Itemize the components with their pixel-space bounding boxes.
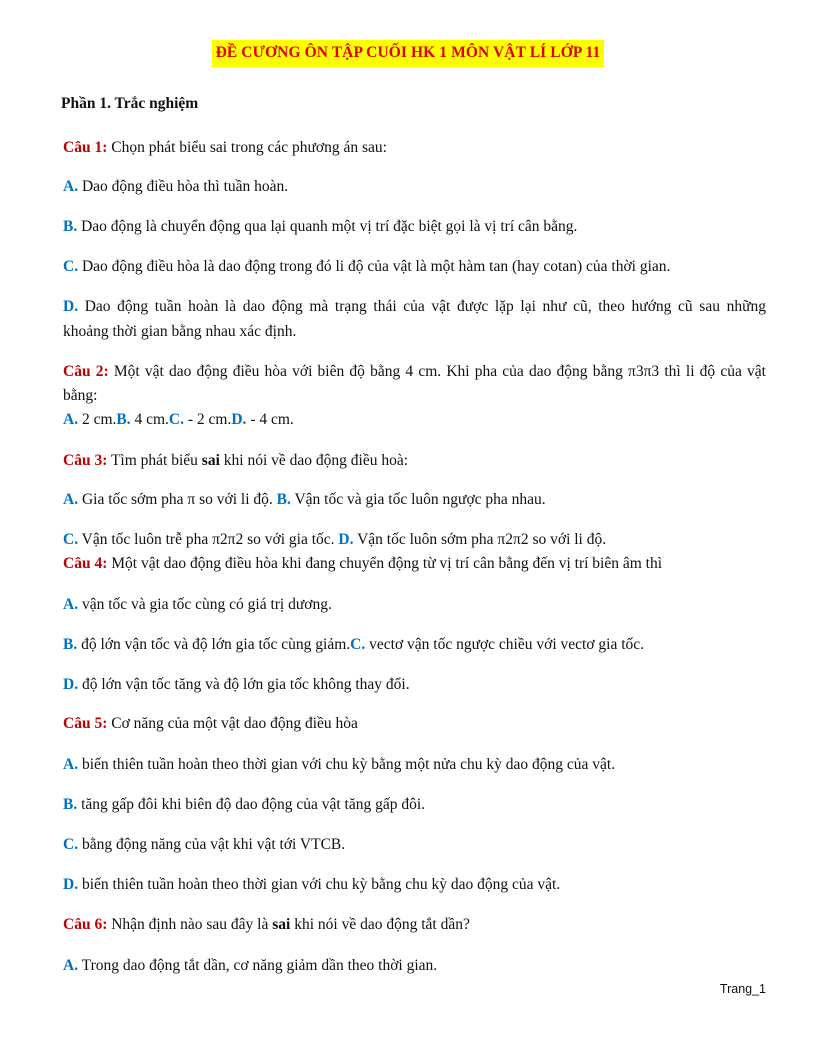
- title-container: [0, 40, 816, 67]
- question-6: [63, 916, 766, 934]
- question-5-option-b: [63, 796, 766, 814]
- option-text: biến thiên tuần hoàn theo thời gian với chu kỳ bằng chu kỳ dao động của vật.: [78, 876, 561, 893]
- question-4-option-d: [63, 676, 766, 694]
- option-label: C.: [63, 836, 79, 853]
- question-3: [63, 452, 766, 470]
- option-label: D.: [63, 876, 79, 893]
- option-text: vận tốc và gia tốc cùng có giá trị dương.: [78, 596, 332, 613]
- option-label: B.: [116, 411, 131, 428]
- question-3-options-ab: [63, 491, 766, 509]
- question-6-text: Nhận định nào sau đây là: [107, 916, 273, 933]
- question-2-options: [63, 411, 766, 429]
- option-label: B.: [63, 218, 78, 235]
- question-1: [63, 139, 766, 157]
- page-title: ĐỀ CƯƠNG ÔN TẬP CUỐI HK 1 MÔN VẬT LÍ LỚP 11: [212, 40, 605, 67]
- option-text: 4 cm.: [130, 411, 169, 428]
- question-1-label: Câu 1:: [63, 139, 108, 156]
- option-label: D.: [63, 676, 79, 693]
- option-text: Vận tốc luôn sớm pha π2π2 so với li độ.: [353, 531, 607, 548]
- option-label: C.: [168, 411, 184, 428]
- option-label: B.: [276, 491, 291, 508]
- question-3-options-cd: [63, 531, 766, 549]
- question-2-cont: bằng:: [63, 387, 98, 404]
- question-1-option-a: [63, 178, 766, 196]
- option-text: 2 cm.: [78, 411, 117, 428]
- question-4-options-bc: [63, 636, 766, 654]
- question-4: [63, 555, 766, 573]
- question-1-option-b: [63, 218, 766, 236]
- option-label: D.: [63, 298, 79, 315]
- question-6-text-end: khi nói về dao động tắt dần?: [290, 916, 470, 933]
- option-label: A.: [63, 756, 79, 773]
- question-6-option-a: [63, 957, 766, 975]
- question-4-option-a: [63, 596, 766, 614]
- option-text: bằng động năng của vật khi vật tới VTCB.: [78, 836, 346, 853]
- option-label: B.: [63, 636, 78, 653]
- option-text: - 2 cm.: [184, 411, 232, 428]
- question-4-text: Một vật dao động điều hòa khi đang chuyển động từ vị trí cân bằng đến vị trí biên âm thì: [107, 555, 663, 572]
- option-text: tăng gấp đôi khi biên độ dao động của vật tăng gấp đôi.: [77, 796, 426, 813]
- option-text: Dao động điều hòa là dao động trong đó li độ của vật là một hàm tan (hay cotan) của thời gian.: [78, 258, 671, 275]
- question-6-label: Câu 6:: [63, 916, 108, 933]
- option-label: A.: [63, 957, 79, 974]
- option-label: A.: [63, 491, 79, 508]
- option-text: Dao động tuần hoàn là dao động mà trạng thái của vật được lặp lại như cũ, theo hướng cũ sau những: [78, 298, 766, 315]
- question-5-text: Cơ năng của một vật dao động điều hòa: [107, 715, 358, 732]
- option-text: Dao động điều hòa thì tuần hoàn.: [78, 178, 289, 195]
- option-label: D.: [231, 411, 247, 428]
- option-text: biến thiên tuần hoàn theo thời gian với chu kỳ bằng một nửa chu kỳ dao động của vật.: [78, 756, 616, 773]
- option-label: C.: [350, 636, 366, 653]
- question-3-text-end: khi nói về dao động điều hoà:: [219, 452, 409, 469]
- question-5-label: Câu 5:: [63, 715, 108, 732]
- option-label: A.: [63, 596, 79, 613]
- option-text: Gia tốc sớm pha π so với li độ.: [78, 491, 277, 508]
- question-1-text: Chọn phát biểu sai trong các phương án sau:: [107, 139, 387, 156]
- option-text: - 4 cm.: [246, 411, 294, 428]
- question-1-option-d-cont: khoảng thời gian bằng nhau xác định.: [63, 323, 297, 340]
- option-label: A.: [63, 178, 79, 195]
- option-text: Dao động là chuyển động qua lại quanh một vị trí đặc biệt gọi là vị trí cân bằng.: [77, 218, 578, 235]
- question-2-text: Một vật dao động điều hòa với biên độ bằng 4 cm. Khi pha của dao động bằng π3π3 thì li độ của vật: [108, 363, 766, 380]
- emphasis-word: sai: [272, 916, 291, 933]
- option-label: C.: [63, 258, 79, 275]
- question-2-label: Câu 2:: [63, 363, 109, 380]
- option-text: độ lớn vận tốc tăng và độ lớn gia tốc không thay đổi.: [78, 676, 410, 693]
- question-5-option-d: [63, 876, 766, 894]
- option-label: A.: [63, 411, 79, 428]
- emphasis-word: sai: [201, 452, 220, 469]
- question-2: [63, 363, 766, 381]
- option-text: vectơ vận tốc ngược chiều với vectơ gia tốc.: [365, 636, 645, 653]
- section-heading: Phần 1. Trắc nghiệm: [61, 95, 199, 112]
- question-5-option-c: [63, 836, 766, 854]
- question-5-option-a: [63, 756, 766, 774]
- question-4-label: Câu 4:: [63, 555, 108, 572]
- question-1-option-d: [63, 298, 766, 316]
- question-1-option-c: [63, 258, 766, 276]
- option-text: Vận tốc luôn trễ pha π2π2 so với gia tốc.: [78, 531, 339, 548]
- option-label: C.: [63, 531, 79, 548]
- question-3-text: Tìm phát biểu: [107, 452, 202, 469]
- option-label: B.: [63, 796, 78, 813]
- option-text: độ lớn vận tốc và độ lớn gia tốc cùng giảm.: [77, 636, 351, 653]
- question-3-label: Câu 3:: [63, 452, 108, 469]
- option-text: Trong dao động tắt dần, cơ năng giảm dần theo thời gian.: [78, 957, 438, 974]
- option-label: D.: [338, 531, 354, 548]
- page-number: Trang_1: [719, 982, 766, 996]
- question-5: [63, 715, 766, 733]
- option-text: Vận tốc và gia tốc luôn ngược pha nhau.: [290, 491, 546, 508]
